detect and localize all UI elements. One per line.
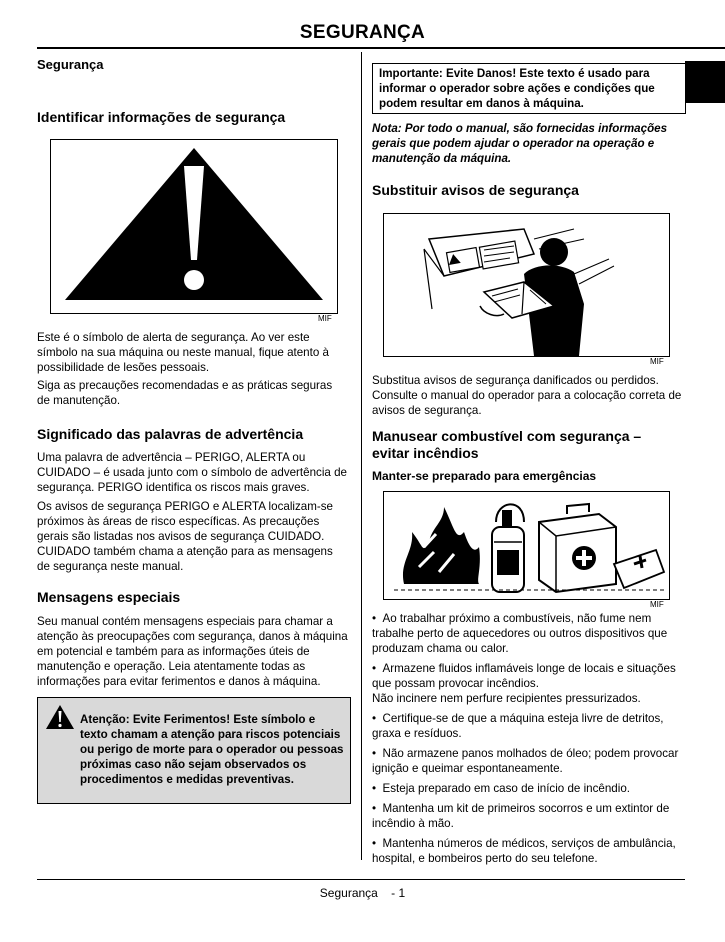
warning-triangle-icon [45, 704, 75, 730]
safety-alert-triangle-icon [51, 140, 337, 313]
warning-text: Atenção: Evite Ferimentos! Este símbolo e texto chamam a atenção para riscos potenciais ou perigo de morte para o operador ou pessoas próximas caso não sejam observados os procedimentos e medidas preventivas. [80, 713, 344, 786]
paragraph-manual: Seu manual contém mensagens especiais para chamar a atenção às preocupações com segurança, danos à máquina em potencial e também para as informações úteis de manutenção e operação. Leia atentamente todas as informações para evitar ferimentos e danos à máquina. [37, 615, 348, 688]
section-tab-marker [685, 61, 725, 103]
subheading-manter: Manter-se preparado para emergências [372, 469, 597, 483]
heading-substituir: Substituir avisos de segurança [372, 182, 579, 198]
heading-combustivel: Manusear combustível com segurança – evitar incêndios [372, 428, 642, 461]
list-item: • Certifique-se de que a máquina esteja livre de detritos, graxa e resíduos. [372, 712, 664, 740]
paragraph-siga: Siga as precauções recomendadas e as práticas seguras de manutenção. [37, 379, 333, 407]
fire-extinguisher-firstaid-icon [384, 492, 669, 599]
list-item: • Ao trabalhar próximo a combustíveis, não fume nem trabalhe perto de aquecedores ou outros dispositivos que produzam chama ou calor. [372, 612, 668, 655]
page-title: SEGURANÇA [299, 22, 426, 43]
column-divider [361, 52, 362, 860]
paragraph-substitua: Substitua avisos de segurança danificados ou perdidos. Consulte o manual do operador para a colocação correta de avisos de segurança. [372, 374, 682, 417]
paragraph-avisos: Os avisos de segurança PERIGO e ALERTA localizam-se próximos às áreas de risco específicas. As precauções gerais são listadas nos avisos de segurança CUIDADO. CUIDADO também chama a atenção para as mensagens de segurança neste manual. [37, 500, 333, 573]
reading-manual-figure [383, 213, 670, 357]
list-item: • Não armazene panos molhados de óleo; podem provocar ignição e queimar espontaneamente. [372, 747, 679, 775]
heading-identificar: Identificar informações de segurança [37, 109, 286, 125]
list-item: • Esteja preparado em caso de início de incêndio. [372, 782, 631, 795]
title-divider [37, 47, 725, 49]
note-text: Nota: Por todo o manual, são fornecidas informações gerais que podem ajudar o operador na operação e manutenção da máquina. [372, 122, 668, 165]
safety-alert-figure [50, 139, 338, 314]
paragraph-alert-symbol: Este é o símbolo de alerta de segurança. Ao ver este símbolo na sua máquina ou neste manual, fique atento à possibilidade de lesões pessoais. [37, 331, 329, 374]
bullet-list [372, 611, 682, 871]
list-item: • Mantenha um kit de primeiros socorros e um extintor de incêndio à mão. [372, 802, 670, 830]
page-footer: Segurança - 1 [319, 886, 406, 900]
warning-box [37, 697, 351, 804]
emergency-figure [383, 491, 670, 600]
figure-code: MIF [650, 357, 664, 366]
person-reading-manual-icon [384, 214, 669, 356]
paragraph-palavra: Uma palavra de advertência – PERIGO, ALERTA ou CUIDADO – é usada junto com o símbolo de advertência de segurança. PERIGO identifica os riscos mais graves. [37, 451, 347, 494]
heading-significado: Significado das palavras de advertência [37, 426, 304, 442]
list-item: • Mantenha números de médicos, serviços de ambulância, hospital, e bombeiros perto do seu telefone. [372, 837, 676, 865]
important-box: Importante: Evite Danos! Este texto é usado para informar o operador sobre ações e condições que podem resultar em danos à máquina. [372, 63, 686, 114]
figure-code: MIF [650, 600, 664, 609]
footer-divider [37, 879, 685, 880]
figure-code: MIF [318, 314, 332, 323]
list-item: • Armazene fluidos inflamáveis longe de locais e situações que possam provocar incêndios. Não incinere nem perfure recipientes pressurizados. [372, 662, 676, 705]
heading-mensagens: Mensagens especiais [37, 589, 181, 605]
section-label: Segurança [37, 57, 104, 72]
